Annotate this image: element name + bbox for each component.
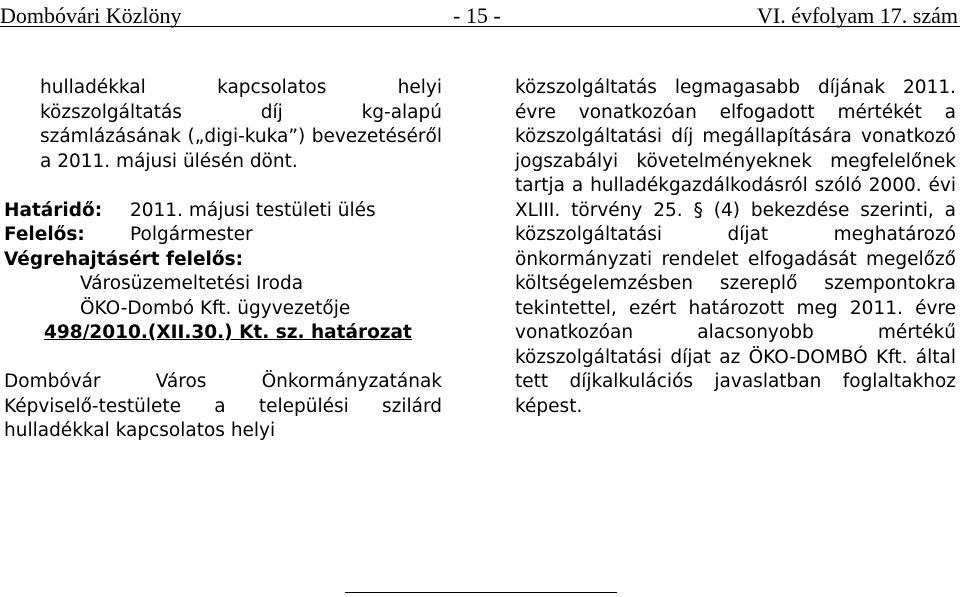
exec-responsible-2: ÖKO-Dombó Kft. ügyvezetője (80, 297, 351, 319)
resolution-title: 498/2010.(XII.30.) Kt. sz. határozat (44, 322, 412, 343)
decision-paragraph: hulladékkal kapcsolatos helyi közszolgáltatás díj kg-alapú számlázásának („digi-kuka”) bevezetéséről a 2011. májusi ülésén dönt. (40, 77, 442, 172)
resolution-paragraph-continued: közszolgáltatás legmagasabb díjának 2011. évre vonatkozóan elfogadott mértékét a közszolgáltatási díj megállapítására vonatkozó jogszabályi követelményeknek megfelelőnek tartja a hulladékgazdálkodásról szóló 2000. évi XLIII. törvény 25. § (4) bekezdése szerinti, a közszolgáltatási díjat meghatározó önkormányzati rendelet elfogadását megelőző költségelemzésben szereplő szempontokra tekintettel, ezért határozott meg 2011. évre vonatkozóan alacsonyobb mértékű közszolgáltatási díjat az ÖKO-DOMBÓ Kft. által tett díjkalkulációs javaslatban foglaltakhoz képest. (515, 77, 956, 417)
header-rule (0, 26, 960, 27)
publication-title: Dombóvári Közlöny (0, 3, 182, 28)
page-number: - 15 - (453, 3, 501, 28)
left-column (4, 76, 442, 444)
responsible-label: Felelős: (4, 224, 85, 245)
volume-info: VI. évfolyam 17. szám (757, 3, 958, 28)
responsible-value: Polgármester (130, 224, 253, 245)
responsible-row (4, 223, 442, 248)
deadline-label: Határidő: (4, 199, 103, 221)
resolution-paragraph: Dombóvár Város Önkormányzatának Képviselő-testülete a települési szilárd hulladékkal kapcsolatos helyi (4, 371, 442, 441)
deadline-value: 2011. májusi testületi ülés (130, 199, 376, 221)
deadline-row (4, 199, 442, 224)
exec-label: Végrehajtásért felelős: (4, 248, 244, 270)
spacer (4, 174, 442, 199)
right-column (515, 76, 956, 419)
spacer (4, 346, 442, 371)
exec-responsible-1: Városüzemeltetési Iroda (80, 273, 304, 294)
footer-rule (345, 592, 617, 593)
exec-row (4, 248, 442, 273)
